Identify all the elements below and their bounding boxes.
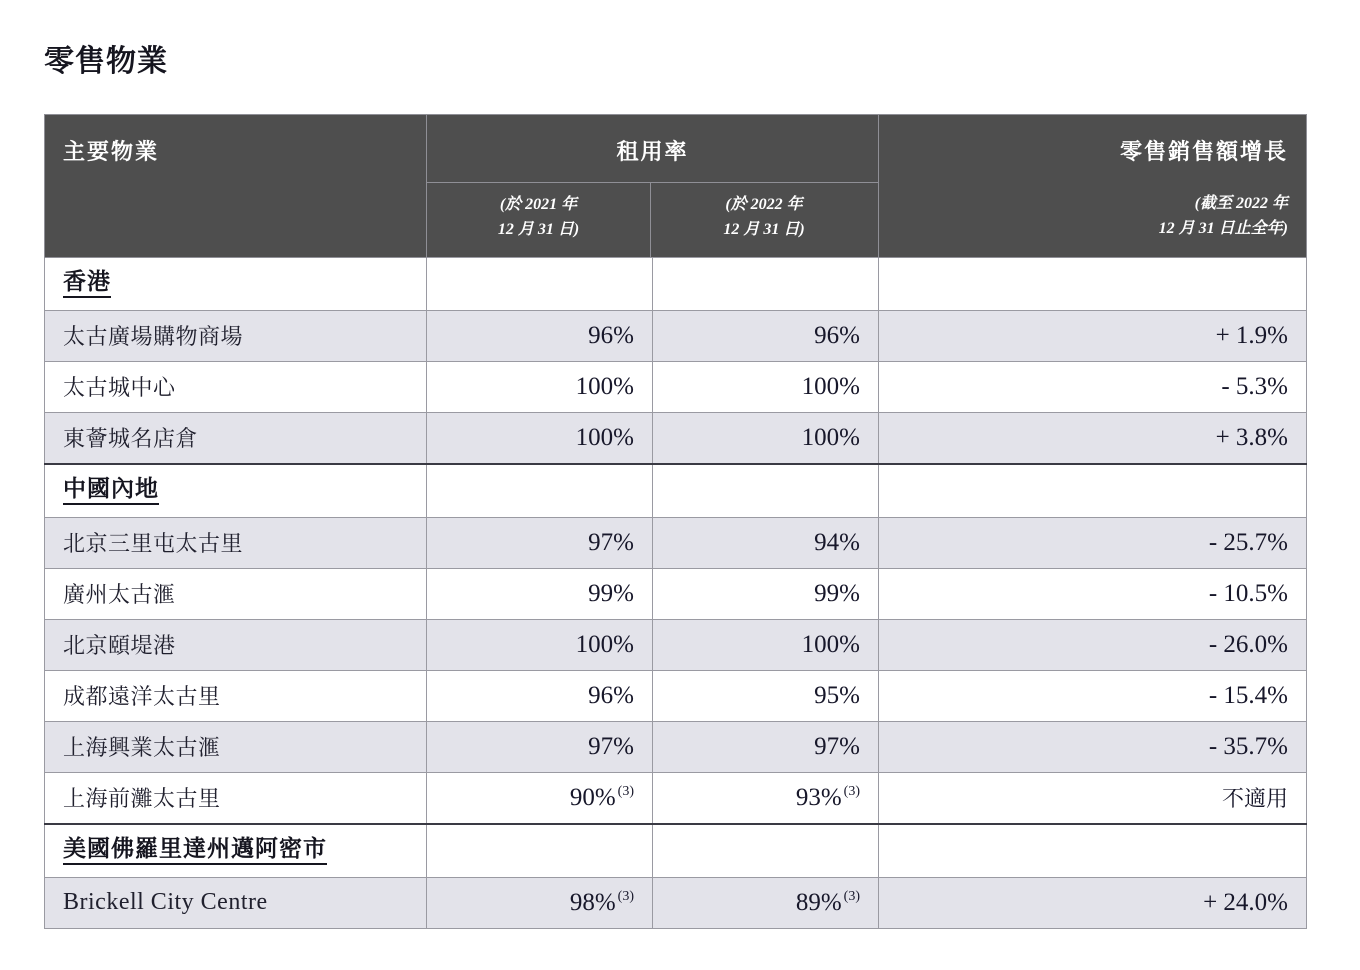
table-row [45,517,1307,568]
occupancy-2022-cell: 99% [653,568,879,619]
occupancy-2022-cell: 100% [653,412,879,464]
table-row [45,361,1307,412]
header-growth-label: 零售銷售額增長 [1119,140,1288,165]
occupancy-2021-cell: 100% [427,361,653,412]
header-occupancy [427,115,879,258]
property-name-cell: 北京頤堤港 [45,619,427,670]
occupancy-2022-cell: 100% [653,619,879,670]
property-name-cell: 北京三里屯太古里 [45,517,427,568]
occupancy-2022-cell: 96% [653,310,879,361]
property-name-cell: Brickell City Centre [45,877,427,928]
footnote-marker: (3) [843,889,860,905]
footnote-marker: (3) [843,784,860,800]
property-name-cell: 太古城中心 [45,361,427,412]
footnote-marker: (3) [617,784,634,800]
group-empty-growth [879,824,1307,878]
header-growth-sub [879,182,1306,256]
group-label-cell [45,464,427,518]
table-row [45,772,1307,824]
header-growth-sub-line1: (截至 2022 年 [1194,195,1288,212]
group-label-cell [45,257,427,310]
retail-sales-growth-cell: - 5.3% [879,361,1307,412]
page-title: 零售物業 [44,44,168,79]
header-occupancy-label: 租用率 [427,115,878,183]
table-row [45,721,1307,772]
group-empty-2021 [427,257,653,310]
table-group-row [45,257,1307,310]
header-property-label: 主要物業 [63,140,160,165]
retail-sales-growth-cell: - 35.7% [879,721,1307,772]
retail-sales-growth-cell: 不適用 [879,772,1307,824]
group-empty-2021 [427,824,653,878]
retail-sales-growth-cell: + 1.9% [879,310,1307,361]
header-occupancy-2022-line2: 12 月 31 日) [723,220,805,238]
occupancy-2021-cell: 96% [427,310,653,361]
property-name-cell: 上海興業太古滙 [45,721,427,772]
group-label: 中國內地 [63,476,159,505]
footnote-marker: (3) [617,889,634,905]
retail-sales-growth-cell: - 26.0% [879,619,1307,670]
occupancy-2022-cell: 100% [653,361,879,412]
header-occupancy-2021-line2: 12 月 31 日) [497,220,580,238]
retail-sales-growth-cell: - 25.7% [879,517,1307,568]
table-header [45,115,1307,258]
table-row [45,568,1307,619]
table-row [45,619,1307,670]
header-occupancy-2022 [651,183,877,257]
occupancy-2022-cell: 97% [653,721,879,772]
retail-properties-table [44,114,1307,929]
retail-sales-growth-cell: + 24.0% [879,877,1307,928]
occupancy-2021-cell: 96% [427,670,653,721]
header-retail-sales-growth [879,115,1307,258]
occupancy-2021-cell: 99% [427,568,653,619]
group-label-cell [45,824,427,878]
occupancy-2022-cell: 89% $^{(3)}$ [653,877,879,928]
group-empty-2022 [653,464,879,518]
property-name-cell: 東薈城名店倉 [45,412,427,464]
group-empty-2022 [653,257,879,310]
table-row [45,310,1307,361]
occupancy-2022-cell: 93% $^{(3)}$ [653,772,879,824]
occupancy-2021-cell: 90% $^{(3)}$ [427,772,653,824]
table-row [45,412,1307,464]
table-group-row [45,464,1307,518]
occupancy-2021-cell: 98% $^{(3)}$ [427,877,653,928]
table-row [45,877,1307,928]
retail-sales-growth-cell: - 15.4% [879,670,1307,721]
header-property [45,115,427,258]
property-name-cell: 廣州太古滙 [45,568,427,619]
group-empty-2022 [653,824,879,878]
occupancy-2021-cell: 97% [427,721,653,772]
retail-sales-growth-cell: + 3.8% [879,412,1307,464]
group-label: 香港 [63,269,111,298]
header-occupancy-2022-line1: (於 2022 年 [725,196,803,213]
group-empty-growth [879,257,1307,310]
table-body [45,257,1307,928]
occupancy-2021-cell: 100% [427,619,653,670]
header-occupancy-2021 [427,183,650,257]
property-name-cell: 成都遠洋太古里 [45,670,427,721]
occupancy-2022-cell: 95% [653,670,879,721]
group-empty-growth [879,464,1307,518]
retail-sales-growth-cell: - 10.5% [879,568,1307,619]
group-empty-2021 [427,464,653,518]
property-name-cell: 上海前灘太古里 [45,772,427,824]
table-row [45,670,1307,721]
group-label: 美國佛羅里達州邁阿密市 [63,836,327,865]
header-growth-sub-line2: 12 月 31 日止全年) [1158,219,1288,237]
header-occupancy-2021-line1: (於 2021 年 [499,196,578,213]
occupancy-2022-cell: 94% [653,517,879,568]
property-name-cell: 太古廣場購物商場 [45,310,427,361]
occupancy-2021-cell: 100% [427,412,653,464]
table-group-row [45,824,1307,878]
occupancy-2021-cell: 97% [427,517,653,568]
